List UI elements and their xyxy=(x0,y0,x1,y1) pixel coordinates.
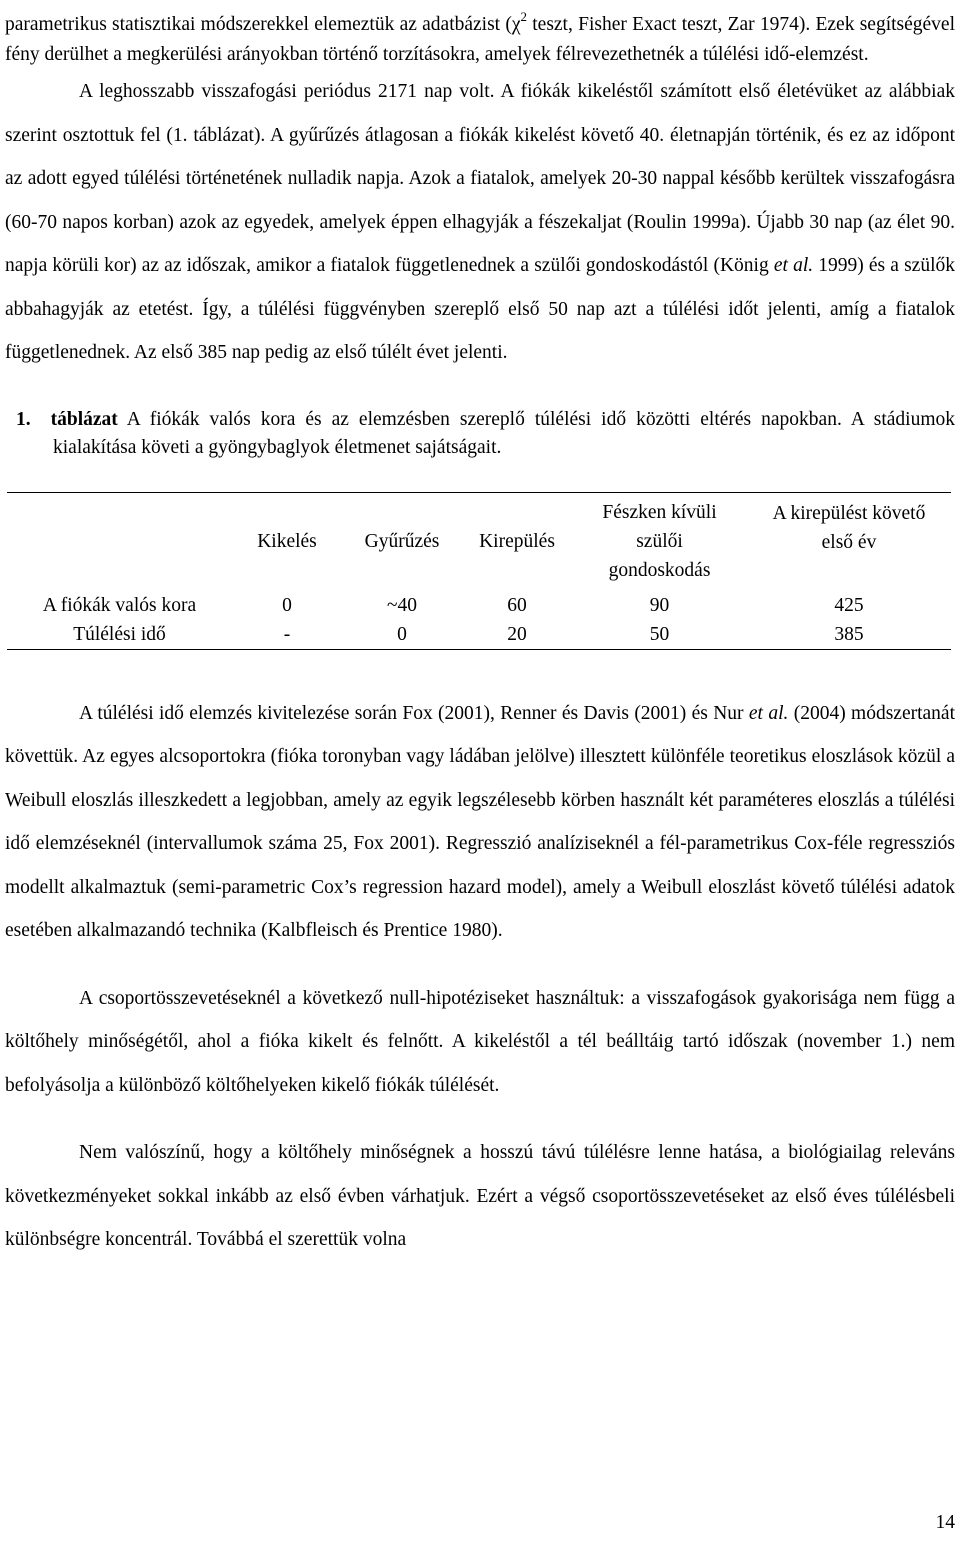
table-caption-text: A fiókák valós kora és az elemzésben szereplő túlélési idő közötti eltérés napokban. A stádiumok kialakítása követi a gyöngybaglyok életmenet sajátságait. xyxy=(53,408,956,458)
table-header-text: Fészken kívüli szülői gondoskodás xyxy=(602,502,717,581)
paragraph-recapture-period xyxy=(5,70,955,375)
paragraph-text: teszt, Fisher Exact teszt, Zar 1974). Ezek segítségével fény derülhet a megkerülési arányokban történő torzításokra, amelyek félrevezethetnék a túlélési idő-elemzést. xyxy=(5,14,956,65)
paragraph-statistics-intro xyxy=(5,2,955,70)
table-header-cell xyxy=(572,492,747,591)
paragraph-survival-analysis xyxy=(5,692,955,953)
table-cell: - xyxy=(283,623,291,645)
table-header-cell: Kirepülés xyxy=(479,531,555,552)
table-cell: 425 xyxy=(834,594,864,616)
paragraph-text: Nem valószínű, hogy a költőhely minőségnek a hosszú távú túlélésre lenne hatása, a biológiailag releváns következményeket sokkal inkább az első évben várhatjuk. Ezért a végső csoportösszevetéseket az első éves túlélésbeli különbségre koncentrál. Továbbá el szerettük volna xyxy=(5,1142,955,1250)
table-cell: 0 xyxy=(282,594,292,616)
table-header-cell: Gyűrűzés xyxy=(364,531,440,552)
paragraph-text: A túlélési idő elemzés kivitelezése során Fox (2001), Renner és Davis (2001) és Nur xyxy=(79,702,749,724)
table-row xyxy=(7,620,951,650)
italic-et-al: et al. xyxy=(773,255,814,276)
table-cell: 385 xyxy=(834,623,864,645)
table-row xyxy=(7,591,951,620)
table-cell: 60 xyxy=(507,594,527,616)
paragraph-text: 1999) és a szülők abbahagyják az etetést. Így, a túlélési függvényben szereplő első 50 nap azt a túlélési időt jelenti, amíg a fiatalok függetlenednek. Az első 385 nap pedig az első túlélt évet jelenti. xyxy=(5,255,955,363)
table-cell: 20 xyxy=(507,623,527,645)
table-caption xyxy=(5,406,955,462)
table-header-text: A kirepülést követő első év xyxy=(772,502,926,553)
table-caption-keyword: táblázat xyxy=(50,408,118,430)
table-header-cell xyxy=(747,492,951,591)
paragraph-text: (2004) módszertanát követtük. Az egyes alcsoportokra (fióka toronyban vagy ládában jelölve) illesztett különféle teoretikus eloszlások közül a Weibull eloszlás illeszkedett a legjobban, amely az egyik legszélesebb körben használt két paraméteres eloszlás a túlélési idő elemzéseknél (intervallumok száma 25, Fox 2001). Regresszió analíziseknél a fél-parametrikus Cox-féle regressziós modellt alkalmaztuk (semi-parametric Cox’s regression hazard model), amely a Weibull eloszlást követő túlélési adatok esetében alkalmazandó technika (Kalbfleisch és Prentice 1980). xyxy=(5,702,955,941)
table-cell: 90 xyxy=(649,594,670,616)
table-cell: 50 xyxy=(649,623,670,645)
age-survival-table xyxy=(7,492,951,650)
table-cell: 0 xyxy=(397,623,407,645)
chi-square-superscript: 2 xyxy=(520,9,527,24)
document-page xyxy=(5,0,955,1262)
page-number: 14 xyxy=(935,1512,955,1533)
table-row-label: Túlélési idő xyxy=(73,623,166,645)
paragraph-text: A csoportösszevetéseknél a következő null-hipotéziseket használtuk: a visszafogások gyakorisága nem függ a költőhely minőségétől, ahol a fióka kikelt és felnőtt. A kikeléstől a tél beálltáig tartó időszak (november 1.) nem befolyásolja a különböző költőhelyeken kikelő fiókák túlélését. xyxy=(5,987,955,1096)
paragraph-text: parametrikus statisztikai módszerekkel elemeztük az adatbázist (χ xyxy=(5,14,521,35)
table-caption-number: 1. xyxy=(16,408,31,430)
table-header-empty xyxy=(7,492,232,591)
italic-et-al: et al. xyxy=(748,702,789,724)
paragraph-null-hypotheses xyxy=(5,977,955,1108)
table-header-row xyxy=(7,492,951,591)
table-row-label: A fiókák valós kora xyxy=(42,594,197,616)
table-cell: ~40 xyxy=(386,594,418,616)
paragraph-nest-quality xyxy=(5,1131,955,1262)
table-header-cell: Kikelés xyxy=(257,531,317,552)
paragraph-text: A leghosszabb visszafogási periódus 2171 nap volt. A fiókák kikeléstől számított első életévüket az alábbiak szerint osztottuk fel (1. táblázat). A gyűrűzés átlagosan a fiókák kikelést követő 40. életnapján történik, és ez az időpont az adott egyed túlélési történetének nulladik napja. Azok a fiatalok, amelyek 20-30 nappal később kerültek visszafogásra (60-70 napos korban) azok az egyedek, amelyek éppen elhagyják a fészekaljat (Roulin 1999a). Újabb 30 nap (az élet 90. napja körüli kor) az az időszak, amikor a fiatalok függetlenednek a szülői gondoskodástól (König xyxy=(5,81,955,276)
